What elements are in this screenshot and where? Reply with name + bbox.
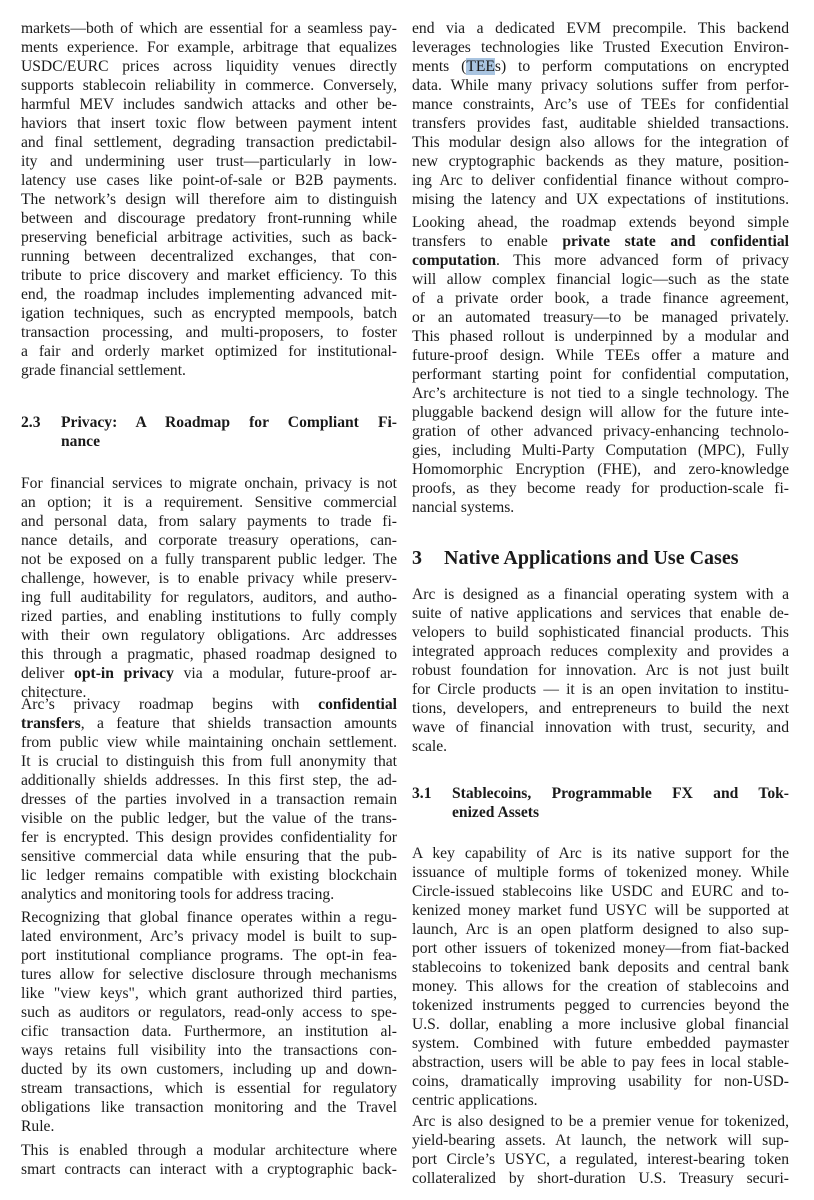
text-line: transaction processing, and multi-proposers, to foster <box>21 324 397 341</box>
section-title-line: Privacy: A Roadmap for Compliant Fi- <box>61 414 397 431</box>
text-line: visible on the public ledger, but the value of the trans- <box>21 810 397 827</box>
text-line: ing full auditability for regulators, auditors, and autho- <box>21 589 397 606</box>
text-line: For financial services to migrate onchain, privacy is not <box>21 475 397 492</box>
text-line: Arc’s privacy roadmap begins with confidential <box>21 696 397 713</box>
text-line: This is enabled through a modular architecture where <box>21 1142 397 1159</box>
text-line: an option; it is a requirement. Sensitive commercial <box>21 494 397 511</box>
text-line: A key capability of Arc is its native support for the <box>412 845 789 862</box>
text-line: collateralized by short-duration U.S. Treasury securi- <box>412 1170 789 1187</box>
text-line: this through a pragmatic, phased roadmap designed to <box>21 646 397 663</box>
text-line: tures allow for selective disclosure through mechanisms <box>21 966 397 983</box>
text-line: obligations like transaction monitoring and the Travel <box>21 1099 397 1116</box>
section-title-line: Stablecoins, Programmable FX and Tok- <box>452 785 789 802</box>
text-line: This phased rollout is underpinned by a modular and <box>412 328 789 345</box>
text-line: transfers provides fast, auditable shielded transactions. <box>412 115 789 132</box>
text-line: U.S. dollar, enabling a more inclusive global financial <box>412 1016 789 1033</box>
text-line: analytics and monitoring tools for address tracing. <box>21 886 335 903</box>
text-line: nance details, and corporate treasury operations, can- <box>21 532 397 549</box>
text-line: Homomorphic Encryption (FHE), and zero-knowledge <box>412 461 789 478</box>
text-line: a fair and orderly market optimized for institutional- <box>21 343 397 360</box>
text-line: It is crucial to distinguish this from full anonymity that <box>21 753 397 770</box>
text-line: rized parties, and enabling institutions to fully comply <box>21 608 397 625</box>
text-line: fer is encrypted. This design provides confidentiality for <box>21 829 397 846</box>
text-line: The network’s design will therefore aim to distinguish <box>21 191 397 208</box>
section-number: 3 <box>412 547 422 569</box>
text-line: pluggable backend design will allow for the future inte- <box>412 404 789 421</box>
text-line: of a private order book, a trade finance agreement, <box>412 290 789 307</box>
text-line: performant starting point for confidential computation, <box>412 366 789 383</box>
bold-term: confidential <box>318 696 397 713</box>
text-line: tribute to price discovery and market efficiency. To this <box>21 267 397 284</box>
section-number: 3.1 <box>412 785 432 802</box>
text-line: with their own regulatory obligations. Arc addresses <box>21 627 397 644</box>
text-line: cific transaction data. Furthermore, an institution al- <box>21 1023 397 1040</box>
text-line: ways retains full visibility into the transactions con- <box>21 1042 397 1059</box>
text-line: or an automated treasury—to be managed privately. <box>412 309 789 326</box>
text-line: tions, developers, and entrepreneurs to build the next <box>412 700 789 717</box>
text-line: nancial systems. <box>412 499 515 516</box>
text-line: tokenized instruments pegged to currencies beyond the <box>412 997 789 1014</box>
text-line: lic ledger remains compatible with existing blockchain <box>21 867 397 884</box>
text-line: from public view while maintaining onchain settlement. <box>21 734 397 751</box>
text-line: velopers to build sophisticated financial products. This <box>412 624 789 641</box>
text-line: data. While many privacy solutions suffer from perfor- <box>412 77 789 94</box>
text-line: gration of other advanced privacy-enhancing technolo- <box>412 423 789 440</box>
bold-term: opt-in privacy <box>74 665 174 682</box>
text-line: challenge, however, is to enable privacy while preserv- <box>21 570 397 587</box>
text-line: igation techniques, such as encrypted mempools, batch <box>21 305 397 322</box>
text-line: new cryptographic backends as they mature, position- <box>412 153 789 170</box>
bold-term: computation <box>412 252 497 269</box>
text-line: additionally shields addresses. In this first step, the ad- <box>21 772 397 789</box>
text-line: lated environment, Arc’s privacy model is built to sup- <box>21 928 397 945</box>
text-line: Rule. <box>21 1118 55 1135</box>
text-line: integrated approach reduces complexity and provides a <box>412 643 789 660</box>
text-line: running between decentralized exchanges, that con- <box>21 248 397 265</box>
text-line: USDC/EURC prices across liquidity venues directly <box>21 58 397 75</box>
text-line: port institutional compliance programs. The opt-in fea- <box>21 947 397 964</box>
text-line: system. Combined with future embedded paymaster <box>412 1035 789 1052</box>
text-line: computation. This more advanced form of privacy <box>412 252 789 269</box>
text-line: end via a dedicated EVM precompile. This backend <box>412 20 789 37</box>
text-line: robust foundation for innovation. Arc is not just built <box>412 662 789 679</box>
text-line: mance constraints, Arc’s use of TEEs for confidential <box>412 96 789 113</box>
text-line: stream transactions, which is essential for regulatory <box>21 1080 397 1097</box>
text-line: and personal data, from salary payments to trade fi- <box>21 513 397 530</box>
text-line: dresses of the parties involved in a transaction remain <box>21 791 397 808</box>
text-line: issuance of multiple forms of tokenized money. While <box>412 864 789 881</box>
text-line: Circle-issued stablecoins like USDC and EURC and to- <box>412 883 789 900</box>
text-line: such as auditors or regulators, read-only access to spe- <box>21 1004 397 1021</box>
section-title: Native Applications and Use Cases <box>444 547 739 569</box>
text-line: sensitive commercial data while ensuring that the pub- <box>21 848 397 865</box>
bold-term: private state and confidential <box>562 233 789 250</box>
text-line: end, the roadmap includes implementing advanced mit- <box>21 286 397 303</box>
text-line: stablecoins to tokenized bank deposits and central bank <box>412 959 789 976</box>
text-line: leverages technologies like Trusted Execution Environ- <box>412 39 789 56</box>
text-line: This modular design also allows for the integration of <box>412 134 789 151</box>
text-line: chitecture. <box>21 684 87 701</box>
text-line: port Circle’s USYC, a regulated, interest-bearing token <box>412 1151 789 1168</box>
text-line: transfers to enable private state and confidential <box>412 233 789 250</box>
text-line: and final settlement, degrading transaction predictabil- <box>21 134 397 151</box>
text-line: between and discourage predatory front-running while <box>21 210 397 227</box>
text-line: ments (TEEs) to perform computations on encrypted <box>412 58 789 75</box>
text-line: Looking ahead, the roadmap extends beyond simple <box>412 214 789 231</box>
section-title-line: nance <box>61 433 100 450</box>
text-line: money. This allows for the creation of stablecoins and <box>412 978 789 995</box>
text-line: not be exposed on a fully transparent public ledger. The <box>21 551 397 568</box>
section-number: 2.3 <box>21 414 41 431</box>
text-line: ducted by its own customers, including up and down- <box>21 1061 397 1078</box>
text-selection-highlight[interactable]: TEE <box>466 58 495 75</box>
text-line: centric applications. <box>412 1092 538 1109</box>
text-line: launch, Arc is an open platform designed to also sup- <box>412 921 789 938</box>
text-line: mising the latency and UX expectations of institutions. <box>412 191 789 208</box>
text-line: grade financial settlement. <box>21 362 186 379</box>
text-line: Arc is also designed to be a premier venue for tokenized, <box>412 1113 789 1130</box>
text-line: will allow complex financial logic—such as the state <box>412 271 789 288</box>
text-line: ments experience. For example, arbitrage that equalizes <box>21 39 397 56</box>
text-line: yield-bearing assets. At launch, the network will sup- <box>412 1132 789 1149</box>
text-line: smart contracts can interact with a cryptographic back- <box>21 1161 397 1178</box>
text-line: wave of financial innovation with trust, security, and <box>412 719 789 736</box>
bold-term: transfers <box>21 715 81 732</box>
text-line: transfers, a feature that shields transaction amounts <box>21 715 397 732</box>
text-line: future-proof design. While TEEs offer a mature and <box>412 347 789 364</box>
text-line: markets—both of which are essential for a seamless pay- <box>21 20 397 37</box>
text-line: harmful MEV includes sandwich attacks and other be- <box>21 96 397 113</box>
text-line: Recognizing that global finance operates within a regu- <box>21 909 397 926</box>
text-line: coins, dramatically improving usability for non-USD- <box>412 1073 789 1090</box>
text-line: port other issuers of tokenized money—from fiat-backed <box>412 940 789 957</box>
text-line: supports stablecoin reliability in commerce. Conversely, <box>21 77 397 94</box>
text-line: Arc is designed as a financial operating system with a <box>412 586 789 603</box>
text-line: Arc’s architecture is not tied to a single technology. The <box>412 385 789 402</box>
text-line: gies, including Multi-Party Computation (MPC), Fully <box>412 442 789 459</box>
text-line: ity and undermining user trust—particularly in low- <box>21 153 397 170</box>
text-line: kenized money market fund USYC will be supported at <box>412 902 789 919</box>
text-line: abstraction, users will be able to pay fees in local stable- <box>412 1054 789 1071</box>
text-line: preserving beneficial arbitrage activities, such as back- <box>21 229 397 246</box>
text-line: like "view keys", which grant authorized third parties, <box>21 985 397 1002</box>
text-line: proofs, as they become ready for production-scale fi- <box>412 480 789 497</box>
section-title-line: enized Assets <box>452 804 540 821</box>
text-line: for Circle products — it is an open invitation to institu- <box>412 681 789 698</box>
text-line: scale. <box>412 738 448 755</box>
text-line: ing Arc to deliver confidential finance without compro- <box>412 172 789 189</box>
text-line: latency use cases like point-of-sale or B2B payments. <box>21 172 397 189</box>
text-line: suite of native applications and services that enable de- <box>412 605 789 622</box>
text-line: deliver opt-in privacy via a modular, future-proof ar- <box>21 665 397 682</box>
text-line: haviors that insert toxic flow between payment intent <box>21 115 397 132</box>
